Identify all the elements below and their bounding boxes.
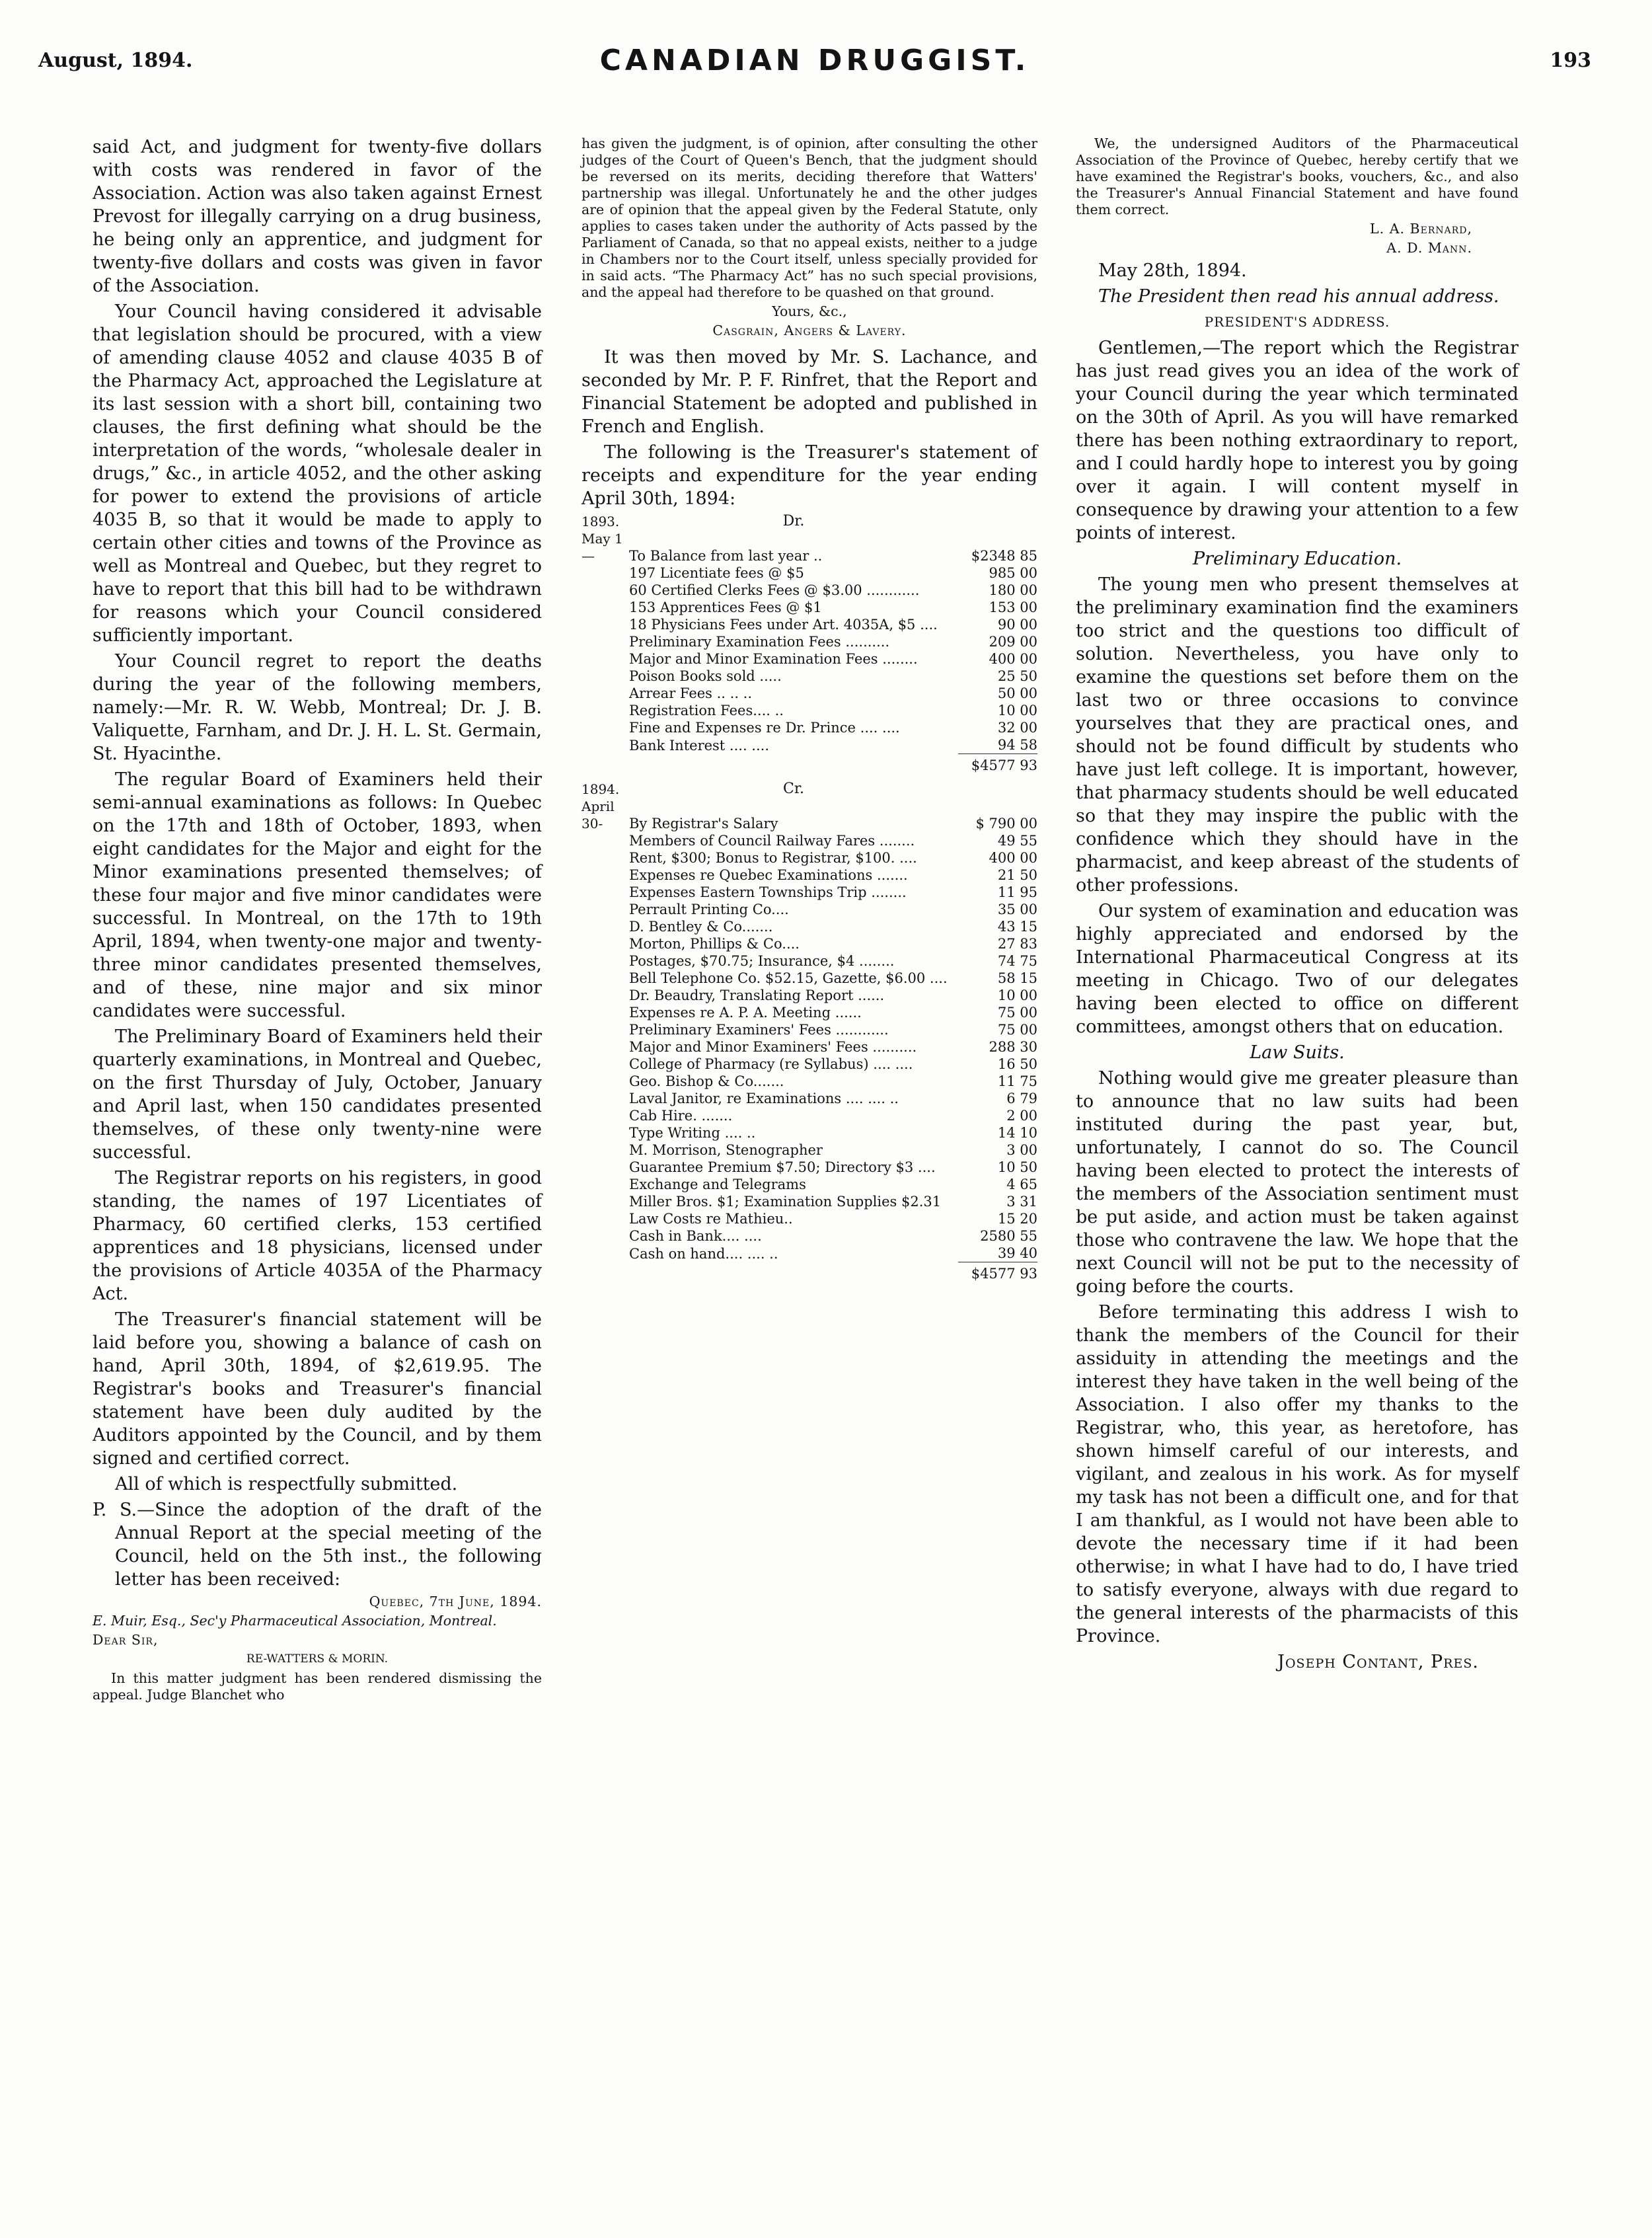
postscript: P. S.—Since the adoption of the draft of the Annual Report at the special meeting of the Council, held on the 5th inst., the following letter has been received: (93, 1500, 542, 1590)
ledger-date (582, 1210, 629, 1227)
letter-re: RE-WATTERS & MORIN. (246, 1652, 389, 1666)
ledger-amount: 49 55 (997, 833, 1037, 849)
ledger-date (582, 901, 629, 918)
ledger-amount: 2 00 (1006, 1108, 1037, 1124)
expenditure-row (582, 1227, 1037, 1245)
auditor-signature: L. A. Bernard, (1370, 221, 1472, 237)
ledger-date (582, 702, 629, 719)
ledger-amount: 27 83 (997, 936, 1037, 952)
expenditure-row (582, 1004, 1037, 1021)
section-heading: Preliminary Education. (1192, 549, 1402, 569)
address-paragraph: Our system of examination and education was highly appreciated and endorsed by the International Pharmaceutical Congress at its meeting in Chicago. Two of our delegates having been elected to office on different committees, amongst others that on education. (1076, 901, 1519, 1037)
ledger-date (582, 1124, 629, 1141)
ledger-date: May 1— (582, 531, 623, 564)
column-right (1076, 135, 1519, 1676)
ledger-amount: 209 00 (989, 634, 1037, 650)
ledger-item: Expenses re A. P. A. Meeting ...... (629, 1005, 862, 1021)
ledger-item: Cash on hand.... .... .. (629, 1245, 778, 1262)
ledger-item: Members of Council Railway Fares ........ (629, 833, 915, 849)
paragraph: The Treasurer's financial statement will be laid before you, showing a balance of cash on hand, April 30th, 1894, of $2,619.95. The Registrar's books and Treasurer's financial statement have been duly audited by the Auditors appointed by the Council, and by them signed and certified correct. (93, 1309, 542, 1469)
expenditure-row (582, 935, 1037, 952)
ledger-date (582, 832, 629, 849)
ledger-amount: 43 15 (997, 919, 1037, 935)
ledger-item: Major and Minor Examination Fees ........ (629, 651, 918, 667)
ledger-item: College of Pharmacy (re Syllabus) .... .... (629, 1056, 913, 1072)
ledger-amount: 985 00 (989, 565, 1037, 581)
letter-body: In this matter judgment has been rendered dismissing the appeal. Judge Blanchet who (93, 1670, 542, 1703)
ledger-amount: 2580 55 (980, 1228, 1037, 1244)
expenditure-row (582, 1056, 1037, 1073)
ledger-item: By Registrar's Salary (629, 816, 778, 831)
ledger-item: To Balance from last year .. (629, 548, 823, 564)
expenditure-row (582, 798, 1037, 832)
ledger-date (582, 1227, 629, 1245)
ledger-amount: 21 50 (997, 867, 1037, 883)
ledger-item: Geo. Bishop & Co....... (629, 1073, 784, 1089)
paragraph: The Registrar reports on his registers, in good standing, the names of 197 Licentiates of Pharmacy, 60 certified clerks, 153 certified apprentices and 18 physicians, licensed under the provisions of Article 4035A of the Pharmacy Act. (93, 1168, 542, 1304)
ledger-date (582, 1176, 629, 1193)
ledger-item: Arrear Fees .. .. .. (629, 685, 753, 701)
expenditure-table (582, 781, 1037, 1282)
receipt-row (582, 719, 1037, 736)
ledger-item: Miller Bros. $1; Examination Supplies $2.31 (629, 1194, 942, 1210)
ledger-heading: Dr. (782, 513, 805, 529)
ledger-amount: 288 30 (989, 1039, 1037, 1055)
receipt-row (582, 668, 1037, 685)
ledger-date (582, 582, 629, 599)
ledger-date (582, 1090, 629, 1107)
expenditure-row (582, 1073, 1037, 1090)
ledger-amount: 11 75 (997, 1073, 1037, 1089)
ledger-amount: 3 31 (1006, 1194, 1037, 1210)
ledger-item: Poison Books sold ..... (629, 668, 782, 684)
ledger-amount: 10 00 (997, 987, 1037, 1003)
expenditure-row (582, 1193, 1037, 1210)
audit-date: May 28th, 1894. (1098, 260, 1247, 281)
expenditure-row (582, 1038, 1037, 1056)
ledger-date: April 30- (582, 798, 615, 831)
ledger-date (582, 1107, 629, 1124)
issue-date: August, 1894. (38, 49, 193, 72)
paragraph: Your Council having considered it advisable that legislation should be procured, with a view of amending clause 4052 and clause 4035 B of the Pharmacy Act, approached the Legislature at its last session with a short bill, containing two clauses, the first defining what should be the interpretation of the words, “wholesale dealer in drugs,” &c., in article 4052, and the other asking for power to extend the provisions of article 4035 B, so that it would be made to apply to certain other cities and towns of the Province as well as Montreal and Quebec, but they regret to have to report that this bill had to be withdrawn for reasons which your Council considered sufficiently important. (93, 301, 542, 646)
expenditure-total: $4577 93 (958, 1262, 1037, 1283)
ledger-amount: 15 20 (997, 1211, 1037, 1227)
ledger-item: Law Costs re Mathieu.. (629, 1211, 793, 1227)
letter (93, 1594, 542, 1703)
ledger-date (582, 736, 629, 754)
letter-signers: Casgrain, Angers & Lavery. (712, 323, 907, 338)
ledger-amount: 4 65 (1006, 1177, 1037, 1192)
ledger-amount: 50 00 (997, 685, 1037, 701)
expenditure-row (582, 1124, 1037, 1141)
ledger-amount: 35 00 (997, 902, 1037, 917)
ledger-amount: $ 790 00 (975, 816, 1037, 831)
ledger-date (582, 564, 629, 582)
ledger-date (582, 1245, 629, 1262)
ledger-item: Type Writing .... .. (629, 1125, 756, 1141)
ledger-date (582, 987, 629, 1004)
ledger-item: 60 Certified Clerks Fees @ $3.00 ............ (629, 582, 920, 598)
receipt-row (582, 633, 1037, 650)
expenditure-row (582, 1176, 1037, 1193)
ledger-item: Major and Minor Examiners' Fees .......... (629, 1039, 917, 1055)
ledger-item: Dr. Beaudry, Translating Report ...... (629, 987, 885, 1003)
ledger-item: 18 Physicians Fees under Art. 4035A, $5 .... (629, 617, 938, 633)
ledger-amount: 10 50 (997, 1159, 1037, 1175)
expenditure-row (582, 832, 1037, 849)
ledger-amount: 90 00 (997, 617, 1037, 633)
ledger-item: Cash in Bank.... .... (629, 1228, 762, 1244)
ledger-date (582, 633, 629, 650)
paragraph: All of which is respectfully submitted. (115, 1474, 458, 1494)
ledger-date (582, 616, 629, 633)
motion-paragraph: It was then moved by Mr. S. Lachance, and seconded by Mr. P. F. Rinfret, that the Report and Financial Statement be adopted and published in French and English. (582, 347, 1037, 437)
ledger-amount: 10 00 (997, 703, 1037, 718)
ledger-item: 197 Licentiate fees @ $5 (629, 565, 804, 581)
ledger-date (582, 599, 629, 616)
expenditure-row (582, 970, 1037, 987)
ledger-amount: 58 15 (997, 970, 1037, 986)
receipt-row (582, 599, 1037, 616)
paragraph: The regular Board of Examiners held their semi-annual examinations as follows: In Quebec on the 17th and 18th of October, 1893, when eight candidates for the Major and eight for the Minor examinations presented themselves; of these four major and five minor candidates were successful. In Montreal, on the 17th to 19th April, 1894, when twenty-one major and twenty-three minor candidates presented themselves, and of these, nine major and six minor candidates were successful. (93, 769, 542, 1021)
ledger-date (582, 918, 629, 935)
ledger-amount: 39 40 (997, 1245, 1037, 1261)
ledger-amount: 94 58 (997, 737, 1037, 753)
letter-salutation: Dear Sir, (93, 1632, 159, 1648)
ledger-item: Fine and Expenses re Dr. Prince .... .... (629, 720, 900, 736)
ledger-item: Morton, Phillips & Co.... (629, 936, 800, 952)
ledger-date (582, 719, 629, 736)
ledger-date (582, 1073, 629, 1090)
ledger-item: Rent, $300; Bonus to Registrar, $100. .... (629, 850, 917, 866)
ledger-date (582, 685, 629, 702)
expenditure-row (582, 901, 1037, 918)
ledger-year: 1894. (582, 781, 620, 797)
expenditure-row (582, 1090, 1037, 1107)
ledger-date (582, 935, 629, 952)
ledger-amount: 400 00 (989, 651, 1037, 667)
ledger-item: Preliminary Examiners' Fees ............ (629, 1022, 889, 1038)
ledger-amount: $2348 85 (971, 548, 1037, 564)
expenditure-row (582, 1107, 1037, 1124)
ledger-item: Bell Telephone Co. $52.15, Gazette, $6.00 .... (629, 970, 948, 986)
ledger-date (582, 668, 629, 685)
ledger-amount: 75 00 (997, 1022, 1037, 1038)
statement-intro: The following is the Treasurer's statement of receipts and expenditure for the year ending April 30th, 1894: (582, 442, 1037, 509)
ledger-item: Laval Janitor, re Examinations .... .... .. (629, 1091, 899, 1106)
ledger-amount: 32 00 (997, 720, 1037, 736)
ledger-date (582, 884, 629, 901)
expenditure-row (582, 1245, 1037, 1262)
expenditure-row (582, 987, 1037, 1004)
president-signature: Joseph Contant, Pres. (1277, 1652, 1479, 1672)
expenditure-row (582, 884, 1037, 901)
expenditure-row (582, 1210, 1037, 1227)
section-heading: Law Suits. (1250, 1042, 1345, 1063)
expenditure-row (582, 918, 1037, 935)
ledger-year: 1893. (582, 514, 620, 529)
receipt-row (582, 564, 1037, 582)
president-reads: The President then read his annual address. (1098, 286, 1499, 307)
expenditure-row (582, 1159, 1037, 1176)
ledger-amount: 6 79 (1006, 1091, 1037, 1106)
ledger-amount: 153 00 (989, 599, 1037, 615)
ledger-item: Bank Interest .... .... (629, 737, 769, 753)
ledger-item: D. Bentley & Co....... (629, 919, 773, 935)
ledger-item: Preliminary Examination Fees .......... (629, 634, 890, 650)
ledger-amount: 400 00 (989, 850, 1037, 866)
ledger-amount: 11 95 (997, 884, 1037, 900)
ledger-heading: Cr. (783, 781, 804, 797)
ledger-item: Cab Hire. ....... (629, 1108, 733, 1124)
ledger-date (582, 1021, 629, 1038)
ledger-item: 153 Apprentices Fees @ $1 (629, 599, 822, 615)
column-left (93, 135, 542, 1706)
receipt-row (582, 582, 1037, 599)
ledger-item: M. Morrison, Stenographer (629, 1142, 823, 1158)
ledger-date (582, 1004, 629, 1021)
letter-addressee: E. Muir, Esq., Sec'y Pharmaceutical Association, Montreal. (93, 1613, 497, 1629)
auditors-statement: We, the undersigned Auditors of the Pharmaceutical Association of the Province of Quebec, hereby certify that we have examined the Registrar's books, vouchers, &c., and also the Treasurer's Annual Financial Statement and have found them correct. (1076, 135, 1519, 217)
ledger-amount: 16 50 (997, 1056, 1037, 1072)
journal-title: CANADIAN DRUGGIST. (599, 44, 1030, 77)
ledger-date (582, 1141, 629, 1159)
ledger-amount: 14 10 (997, 1125, 1037, 1141)
auditor-signature: A. D. Mann. (1386, 240, 1472, 256)
page-header (38, 44, 1591, 110)
paragraph: Your Council regret to report the deaths during the year of the following members, namely:—Mr. R. W. Webb, Montreal; Dr. J. B. Valiquette, Farnham, and Dr. J. H. L. St. Germain, St. Hyacinthe. (93, 651, 542, 764)
receipts-table (582, 513, 1037, 774)
letter-closing: Yours, &c., (772, 303, 847, 319)
letter-continuation: has given the judgment, is of opinion, after consulting the other judges of the Court of Queen's Bench, that the judgment should be reversed on its merits, deciding therefore that Watters' partnership was illegal. Unfortunately he and the other judges are of opinion that the appeal given by the Federal Statute, only applies to cases taken under the authority of Acts passed by the Parliament of Canada, so that no appeal exists, neither to a judge in Chambers nor to the Court itself, unless specially provided for in said acts. “The Pharmacy Act” has no such special provisions, and the appeal had therefore to be quashed on that ground. (582, 135, 1037, 300)
ledger-item: Perrault Printing Co.... (629, 902, 789, 917)
address-paragraph: Nothing would give me greater pleasure than to announce that no law suits had been instituted during the past year, but, unfortunately, I cannot do so. The Council having been elected to protect the interests of the members of the Association sentiment must be put aside, and action must be taken against those who contravene the law. We hope that the next Council will not be put to the necessity of going before the courts. (1076, 1068, 1519, 1297)
receipt-row (582, 616, 1037, 633)
ledger-item: Postages, $70.75; Insurance, $4 ........ (629, 953, 895, 969)
ledger-date (582, 650, 629, 668)
ledger-date (582, 970, 629, 987)
expenditure-row (582, 1141, 1037, 1159)
address-paragraph: The young men who present themselves at the preliminary examination find the examiners too strict and the questions too difficult of solution. Nevertheless, you have only to examine the questions set before them on the last two or three occasions to convince yourselves that they are practical ones, and should not be found difficult by students who have just left college. It is important, however, that pharmacy students should be well educated so that they may inspire the public with the confidence which they should have in the pharmacist, and keep abreast of the students of other professions. (1076, 574, 1519, 896)
ledger-item: Registration Fees.... .. (629, 703, 784, 718)
address-paragraph: Gentlemen,—The report which the Registrar has just read gives you an idea of the work of your Council during the year which terminated on the 30th of April. As you will have remarked there has been nothing extraordinary to report, and I could hardly hope to interest you by going over it again. I will content myself in consequence by drawing your attention to a few points of interest. (1076, 338, 1519, 543)
ledger-date (582, 867, 629, 884)
receipt-row (582, 650, 1037, 668)
receipt-row (582, 685, 1037, 702)
ledger-amount: 25 50 (997, 668, 1037, 684)
ledger-amount: 75 00 (997, 1005, 1037, 1021)
page-number: 193 (1550, 49, 1591, 72)
expenditure-row (582, 849, 1037, 867)
ledger-date (582, 1056, 629, 1073)
ledger-amount: 3 00 (1006, 1142, 1037, 1158)
paragraph: The Preliminary Board of Examiners held their quarterly examinations, in Montreal and Quebec, on the first Thursday of July, October, January and April last, when 150 candidates presented themselves, of these only twenty-nine were successful. (93, 1026, 542, 1163)
ledger-date (582, 1193, 629, 1210)
expenditure-row (582, 952, 1037, 970)
receipts-total: $4577 93 (958, 754, 1037, 775)
ledger-amount: 180 00 (989, 582, 1037, 598)
receipt-row (582, 530, 1037, 564)
ledger-date (582, 952, 629, 970)
ledger-date (582, 1159, 629, 1176)
ledger-date (582, 849, 629, 867)
expenditure-row (582, 1021, 1037, 1038)
expenditure-row (582, 867, 1037, 884)
letter-dateline: Quebec, 7th June, 1894. (369, 1594, 542, 1609)
ledger-date (582, 1038, 629, 1056)
receipt-row (582, 702, 1037, 719)
ledger-item: Exchange and Telegrams (629, 1177, 806, 1192)
paragraph: said Act, and judgment for twenty-five dollars with costs was rendered in favor of the Association. Action was also taken against Ernest Prevost for illegally carrying on a drug business, he being only an apprentice, and judgment for twenty-five dollars and costs was given in favor of the Association. (93, 137, 542, 296)
ledger-item: Expenses Eastern Townships Trip ........ (629, 884, 907, 900)
receipt-row (582, 736, 1037, 754)
ledger-amount: 74 75 (997, 953, 1037, 969)
ledger-item: Guarantee Premium $7.50; Directory $3 .... (629, 1159, 936, 1175)
ledger-item: Expenses re Quebec Examinations ....... (629, 867, 908, 883)
address-paragraph: Before terminating this address I wish to thank the members of the Council for their assiduity in attending the meetings and the interest they have taken in the well being of the Association. I also offer my thanks to the Registrar, who, this year, as heretofore, has shown himself careful of our interests, and vigilant, and zealous in his work. As for myself my task has not been a difficult one, and for that I am thankful, as I would not have been able to devote the necessary time if it had been otherwise; in what I have had to do, I have tried to satisfy everyone, always with due regard to the general interests of the pharmacists of this Province. (1076, 1302, 1519, 1646)
column-middle (582, 135, 1037, 1289)
address-title: PRESIDENT'S ADDRESS. (1204, 314, 1390, 330)
